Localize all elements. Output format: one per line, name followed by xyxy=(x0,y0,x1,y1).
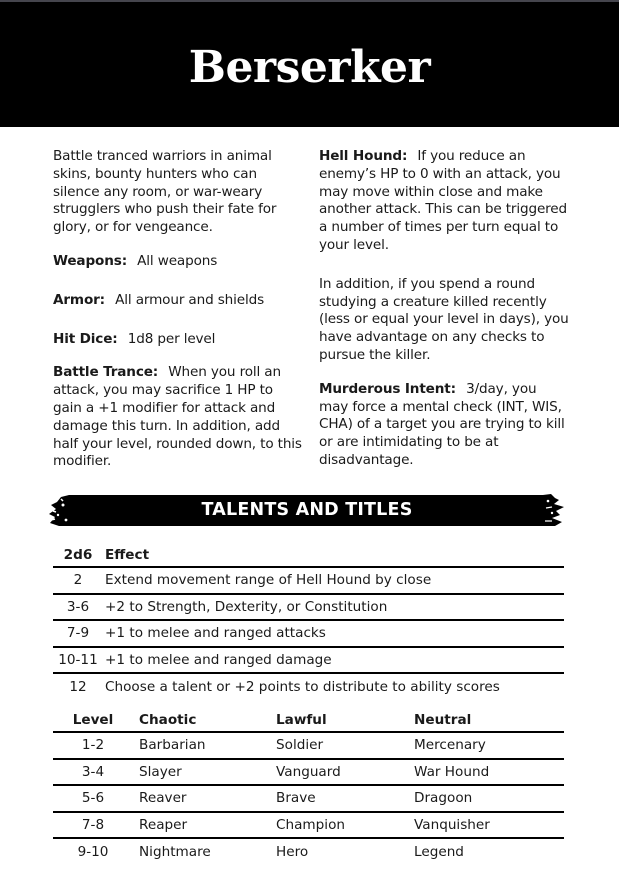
hell-hound-extra: In addition, if you spend a round studying a creature killed recently (less or equal your level in days), you have advantage on any checks to pursue the killer. xyxy=(319,275,569,363)
talents-table xyxy=(53,543,564,700)
armor-value: All armour and shields xyxy=(115,291,265,308)
chaotic-cell: Nightmare xyxy=(139,843,211,860)
neutral-cell: Mercenary xyxy=(414,732,564,759)
neutral-cell: Dragoon xyxy=(414,785,564,812)
level-cell: 7-8 xyxy=(53,812,133,839)
chaotic-cell: Reaver xyxy=(133,785,276,812)
talents-banner xyxy=(47,493,567,528)
table-row xyxy=(53,812,564,839)
intro-text: Battle tranced warriors in animal skins, bounty hunters who can silence any room, or war-weary strugglers who push their fate for glory, or for vengeance. xyxy=(53,148,277,236)
header-level: Level xyxy=(53,708,133,732)
left-column xyxy=(53,148,305,487)
lawful-cell: Champion xyxy=(276,812,414,839)
effect-cell: Extend movement range of Hell Hound by close xyxy=(103,567,564,594)
level-cell: 5-6 xyxy=(53,785,133,812)
neutral-cell: War Hound xyxy=(414,759,564,786)
roll-cell: 3-6 xyxy=(53,594,103,621)
table-row xyxy=(53,732,564,759)
chaotic-cell: Barbarian xyxy=(133,732,276,759)
table-row xyxy=(53,647,564,674)
right-column xyxy=(319,148,569,486)
battle-trance-entry xyxy=(53,364,305,471)
roll-cell: 12 xyxy=(69,678,87,695)
murderous-intent-value: 3/day, you may force a mental check (INT, WIS, CHA) of a target you are trying to kill or are intimidating to be at disadvantage. xyxy=(319,380,565,468)
lawful-cell: Soldier xyxy=(276,732,414,759)
neutral-cell: Vanquisher xyxy=(414,812,564,839)
effect-cell: +1 to melee and ranged attacks xyxy=(103,620,564,647)
chaotic-cell: Slayer xyxy=(133,759,276,786)
table-row xyxy=(53,620,564,647)
header-neutral: Neutral xyxy=(414,708,564,732)
lawful-cell: Vanguard xyxy=(276,759,414,786)
table-row xyxy=(53,567,564,594)
talents-table-header xyxy=(53,543,564,567)
hell-hound-value: If you reduce an enemy’s HP to 0 with an attack, you may move within close and make another attack. This can be triggered a number of times per turn equal to your level. xyxy=(319,148,567,253)
murderous-intent-label: Murderous Intent: xyxy=(319,380,456,397)
title-header xyxy=(0,2,619,127)
level-cell: 1-2 xyxy=(53,732,133,759)
header-effect: Effect xyxy=(103,543,564,567)
level-cell: 9-10 xyxy=(77,843,109,860)
header-chaotic: Chaotic xyxy=(133,708,276,732)
roll-cell: 2 xyxy=(53,567,103,594)
header-lawful: Lawful xyxy=(276,708,414,732)
table-row xyxy=(53,785,564,812)
table-row xyxy=(53,673,564,700)
header-2d6: 2d6 xyxy=(53,543,103,567)
armor-entry xyxy=(53,292,305,310)
chaotic-cell: Reaper xyxy=(133,812,276,839)
battle-trance-label: Battle Trance: xyxy=(53,364,159,381)
hell-hound-entry xyxy=(319,148,569,255)
titles-table-header xyxy=(53,708,564,732)
murderous-intent-entry xyxy=(319,381,569,470)
level-cell: 3-4 xyxy=(53,759,133,786)
roll-cell: 10-11 xyxy=(53,647,103,674)
titles-table xyxy=(53,708,564,865)
neutral-cell: Legend xyxy=(414,843,464,860)
hit-dice-label: Hit Dice: xyxy=(53,330,118,347)
roll-cell: 7-9 xyxy=(53,620,103,647)
armor-label: Armor: xyxy=(53,291,105,308)
hit-dice-value: 1d8 per level xyxy=(127,330,216,347)
hit-dice-entry xyxy=(53,331,305,349)
effect-cell: +2 to Strength, Dexterity, or Constitution xyxy=(103,594,564,621)
lawful-cell: Brave xyxy=(276,785,414,812)
table-row xyxy=(53,594,564,621)
lawful-cell: Hero xyxy=(276,843,309,860)
table-row xyxy=(53,759,564,786)
effect-cell: Choose a talent or +2 points to distribute to ability scores xyxy=(105,678,500,695)
effect-cell: +1 to melee and ranged damage xyxy=(103,647,564,674)
hell-hound-label: Hell Hound: xyxy=(319,148,408,164)
page-title: Berserker xyxy=(188,42,431,93)
battle-trance-value: When you roll an attack, you may sacrifice 1 HP to gain a +1 modifier for attack and damage this turn. In addition, add half your level, rounded down, to this modifier. xyxy=(53,364,302,470)
weapons-label: Weapons: xyxy=(53,252,127,269)
weapons-value: All weapons xyxy=(137,252,218,269)
talents-banner-title: TALENTS AND TITLES xyxy=(201,500,413,520)
table-row xyxy=(53,838,564,865)
weapons-entry xyxy=(53,253,305,271)
